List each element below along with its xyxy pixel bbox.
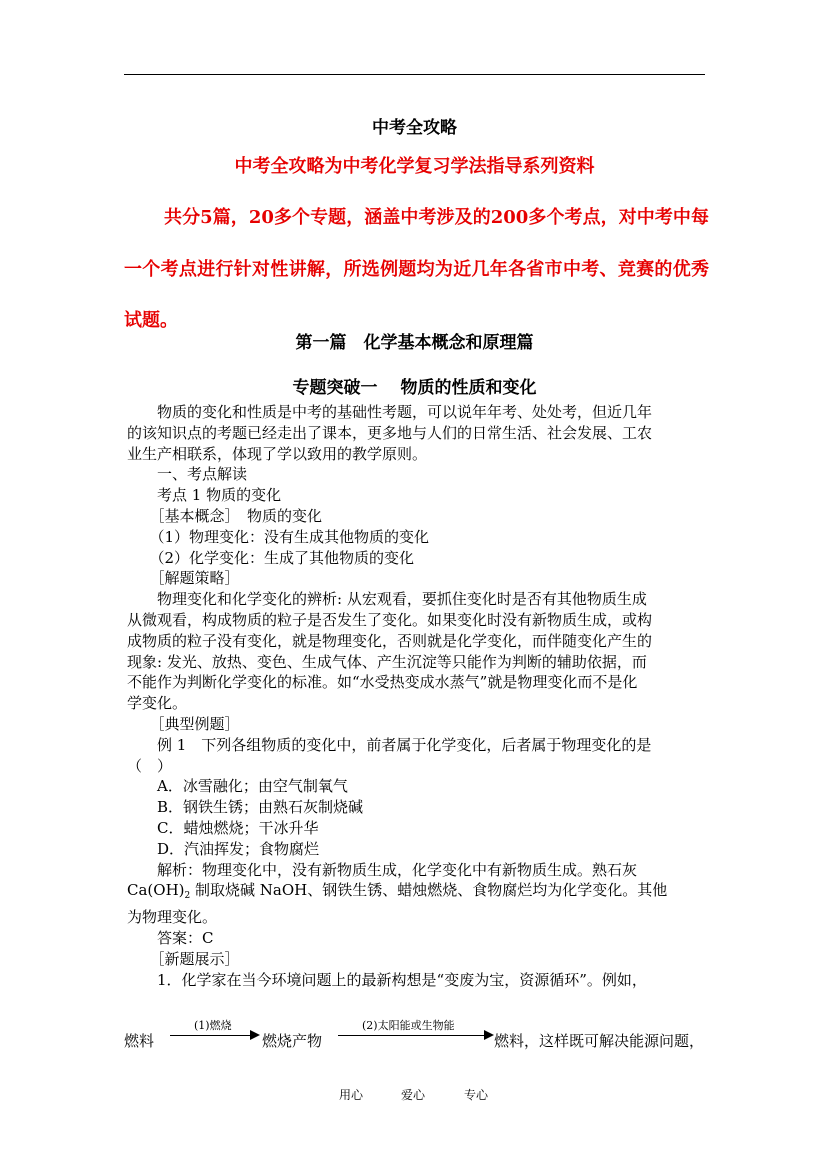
footer-right: 专心 bbox=[464, 1088, 489, 1102]
body-line: （2）化学变化：生成了其他物质的变化 bbox=[127, 548, 415, 567]
formula-subscript: 2 bbox=[184, 891, 191, 902]
body-line: （1）物理变化：没有生成其他物质的变化 bbox=[127, 527, 430, 546]
body-line: 现象: 发光、放热、变色、生成气体、产生沉淀等只能作为判断的辅助依据，而 bbox=[127, 652, 647, 671]
reaction-equation bbox=[124, 1017, 709, 1051]
arrow-2-shaft bbox=[338, 1035, 484, 1036]
body-line: 学变化。 bbox=[127, 694, 188, 713]
body-line: 答案：C bbox=[127, 928, 214, 947]
formula-before: Ca(OH) bbox=[127, 881, 185, 900]
doc-title: 中考全攻略 bbox=[372, 118, 457, 138]
footer-left: 用心 bbox=[339, 1088, 364, 1102]
body-lines-2 bbox=[127, 907, 705, 990]
formula-line bbox=[127, 880, 705, 907]
body-line: ［基本概念］ 物质的变化 bbox=[127, 506, 323, 525]
body-line: 解析：物理变化中，没有新物质生成，化学变化中有新物质生成。熟石灰 bbox=[127, 860, 638, 879]
footer-middle: 爱心 bbox=[401, 1088, 426, 1102]
arrow-1-label: (1)燃烧 bbox=[194, 1019, 232, 1032]
header-rule bbox=[124, 74, 705, 75]
arrow-1-head bbox=[250, 1030, 260, 1040]
body-line: ［典型例题］ bbox=[127, 714, 240, 733]
topic-title: 专题突破一 物质的性质和变化 bbox=[292, 378, 537, 398]
body-line: B．钢铁生锈；由熟石灰制烧碱 bbox=[127, 798, 364, 817]
body-line: （ ） bbox=[127, 756, 173, 775]
body-line: 的该知识点的考题已经走出了课本，更多地与人们的日常生活、社会发展、工农 bbox=[127, 423, 653, 442]
body-lines bbox=[127, 402, 705, 880]
body-line: 成物质的粒子没有变化，就是物理变化，否则就是化学变化，而伴随变化产生的 bbox=[127, 631, 653, 650]
eq-tail: 燃料，这样既可解决能源问题， bbox=[494, 1032, 705, 1050]
body-line: 例 1 下列各组物质的变化中，前者属于化学变化，后者属于物理变化的是 bbox=[127, 735, 652, 754]
eq-product: 燃烧产物 bbox=[262, 1032, 323, 1050]
arrow-2-head bbox=[484, 1030, 494, 1040]
body-line: A．冰雪融化；由空气制氧气 bbox=[127, 777, 348, 796]
doc-intro: 共分5篇，20多个专题，涵盖中考涉及的200多个考点，对中考中每一个考点进行针对性讲解，所选例题均为近几年各省市中考、竞赛的优秀试题。 bbox=[124, 207, 709, 331]
body-line: C．蜡烛燃烧；干冰升华 bbox=[127, 818, 319, 837]
arrow-1-shaft bbox=[170, 1035, 250, 1036]
body-text bbox=[127, 402, 705, 990]
formula-after: 制取烧碱 NaOH、钢铁生锈、蜡烛燃烧、食物腐烂均为化学变化。其他 bbox=[190, 881, 668, 900]
body-line: D．汽油挥发；食物腐烂 bbox=[127, 839, 320, 858]
doc-subtitle: 中考全攻略为中考化学复习学法指导系列资料 bbox=[234, 156, 595, 177]
body-line: 物理变化和化学变化的辨析: 从宏观看，要抓住变化时是否有其他物质生成 bbox=[127, 590, 647, 609]
body-line: ［新题展示］ bbox=[127, 949, 240, 968]
body-line: 物质的变化和性质是中考的基础性考题，可以说年年考、处处考，但近几年 bbox=[127, 403, 653, 421]
body-line: 不能作为判断化学变化的标准。如“水受热变成水蒸气”就是物理变化而不是化 bbox=[127, 673, 638, 692]
part-title: 第一篇 化学基本概念和原理篇 bbox=[295, 333, 534, 353]
body-line: ［解题策略］ bbox=[127, 569, 240, 588]
body-line: 业生产相联系，体现了学以致用的教学原则。 bbox=[127, 444, 428, 463]
body-line: 1．化学家在当今环境问题上的最新构想是“变废为宝，资源循环”。例如， bbox=[127, 970, 647, 989]
arrow-2-label: (2)太阳能或生物能 bbox=[362, 1019, 455, 1032]
body-line: 一、考点解读 bbox=[127, 465, 248, 484]
body-line: 为物理变化。 bbox=[127, 908, 218, 927]
body-line: 从微观看，构成物质的粒子是否发生了变化。如果变化时没有新物质生成，或构 bbox=[127, 610, 653, 629]
body-line: 考点 1 物质的变化 bbox=[127, 486, 282, 505]
eq-fuel: 燃料 bbox=[124, 1032, 155, 1050]
